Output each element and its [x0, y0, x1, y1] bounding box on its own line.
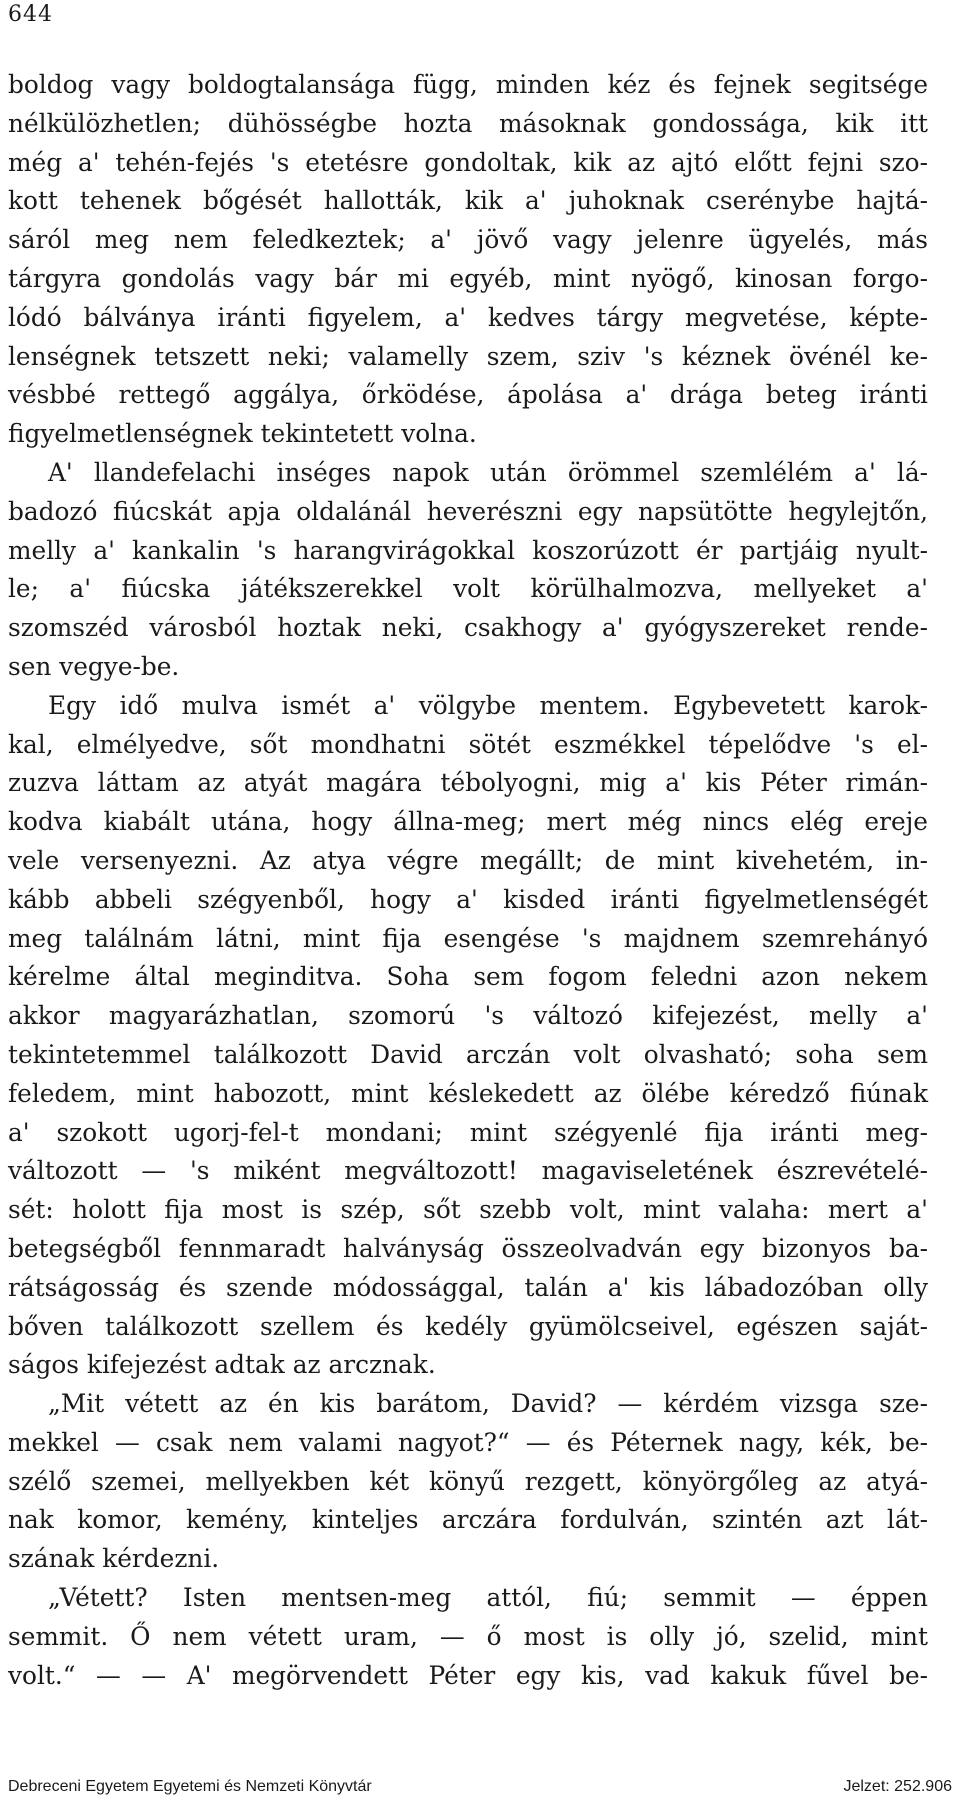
text-line: tárgyra gondolás vagy bár mi egyéb, mint nyögő, kinosan forgo- — [8, 263, 928, 293]
text-line: le; a' fiúcska játékszerekkel volt körülhalmozva, mellyeket a' — [8, 574, 928, 604]
text-line: zuzva láttam az atyát magára tébolyogni, mig a' kis Péter rimán- — [8, 768, 928, 798]
text-line: kább abbeli szégyenből, hogy a' kisded iránti figyelmetlenségét — [8, 884, 928, 914]
text-line: a' szokott ugorj-fel-t mondani; mint szégyenlé fija iránti meg- — [8, 1117, 928, 1147]
text-line: sen vegye-be. — [8, 651, 180, 681]
text-line: kal, elmélyedve, sőt mondhatni sötét eszmékkel tépelődve 's el- — [8, 729, 928, 759]
text-line: mekkel — csak nem valami nagyot?“ — és Péternek nagy, kék, be- — [8, 1427, 928, 1457]
text-line: semmit. Ő nem vétett uram, — ő most is olly jó, szelid, mint — [8, 1621, 928, 1651]
text-line: Egy idő mulva ismét a' völgybe mentem. Egybevetett karok- — [48, 690, 928, 720]
text-line: nak komor, kemény, kinteljes arczára fordulván, szintén azt lát- — [8, 1505, 928, 1535]
text-line: szának kérdezni. — [8, 1544, 220, 1574]
text-line: A' llandefelachi inséges napok után örömmel szemlélém a' lá- — [48, 457, 928, 487]
text-line: melly a' kankalin 's harangvirágokkal koszorúzott ér partjáig nyult- — [8, 535, 928, 565]
library-credit: Debreceni Egyetem Egyetemi és Nemzeti Könyvtár — [8, 1778, 372, 1795]
text-line: figyelmetlenségnek tekintetett volna. — [8, 419, 477, 449]
text-line: ságos kifejezést adtak az arcznak. — [8, 1350, 436, 1380]
text-line: szomszéd városból hoztak neki, csakhogy a' gyógyszereket rende- — [8, 613, 928, 643]
text-line: kérelme által meginditva. Soha sem fogom feledni azon nekem — [8, 962, 928, 992]
text-line: még a' tehén-fejés 's etetésre gondoltak, kik az ajtó előtt fejni szo- — [8, 147, 928, 177]
text-line: meg találnám látni, mint fija esengése 's majdnem szemrehányó — [8, 923, 928, 953]
text-line: bőven találkozott szellem és kedély gyümölcseivel, egészen saját- — [8, 1311, 928, 1341]
text-line: változott — 's miként megváltozott! magaviseletének észrevételé- — [8, 1156, 928, 1186]
text-line: vésbbé rettegő aggálya, őrködése, ápolása a' drága beteg iránti — [8, 380, 928, 410]
text-line: kott tehenek bőgését hallották, kik a' juhoknak cserénybe hajtá- — [8, 186, 928, 216]
text-line: feledem, mint habozott, mint késlekedett az ölébe kéredző fiúnak — [8, 1078, 928, 1108]
text-line: volt.“ — — A' megörvendett Péter egy kis, vad kakuk fűvel be- — [8, 1660, 928, 1690]
text-line: nélkülözhetlen; dühösségbe hozta másoknak gondossága, kik itt — [8, 108, 928, 138]
text-line: „Mit vétett az én kis barátom, David? — kérdém vizsga sze- — [48, 1389, 928, 1419]
text-line: lódó bálványa iránti figyelem, a' kedves tárgy megvetése, képte- — [8, 302, 928, 332]
text-line: badozó fiúcskát apja oldalánál heverészni egy napsütötte hegylejtőn, — [8, 496, 928, 526]
page-number: 644 — [8, 2, 53, 27]
book-page-text — [8, 66, 928, 1695]
text-line: kodva kiabált utána, hogy állna-meg; mert még nincs elég ereje — [8, 807, 928, 837]
text-line: vele versenyezni. Az atya végre megállt; de mint kivehetém, in- — [8, 845, 928, 875]
text-line: sét: holott fija most is szép, sőt szebb volt, mint valaha: mert a' — [8, 1195, 928, 1225]
text-line: akkor magyarázhatlan, szomorú 's változó kifejezést, melly a' — [8, 1001, 928, 1031]
text-line: szélő szemei, mellyekben két könyű rezgett, könyörgőleg az atyá- — [8, 1466, 928, 1496]
text-line: sáról meg nem feledkeztek; a' jövő vagy jelenre ügyelés, más — [8, 225, 928, 255]
text-line: boldog vagy boldogtalansága függ, minden kéz és fejnek segitsége — [8, 70, 928, 99]
text-line: rátságosság és szende módossággal, talán a' kis lábadozóban olly — [8, 1272, 928, 1302]
text-line: tekintetemmel találkozott David arczán volt olvasható; soha sem — [8, 1039, 928, 1069]
text-line: lenségnek tetszett neki; valamelly szem, sziv 's kéznek övénél ke- — [8, 341, 928, 371]
text-line: „Vétett? Isten mentsen-meg attól, fiú; semmit — éppen — [48, 1583, 928, 1613]
shelfmark-label: Jelzet: 252.906 — [843, 1778, 952, 1795]
text-line: betegségből fennmaradt halványság összeolvadván egy bizonyos ba- — [8, 1233, 928, 1263]
